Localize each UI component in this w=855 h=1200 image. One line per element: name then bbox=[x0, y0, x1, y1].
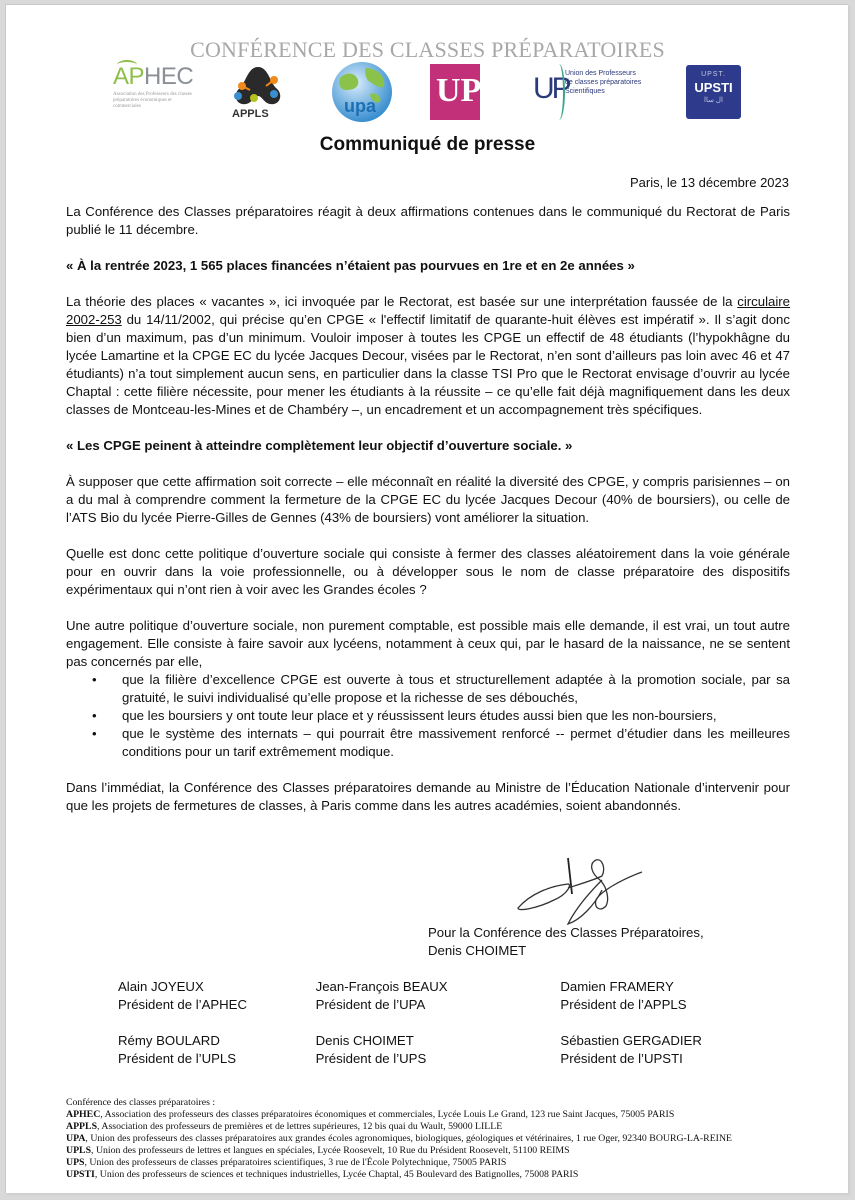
paragraph-5: Dans l’immédiat, la Conférence des Classes préparatoires demande au Ministre de l’Éducation Nationale d’intervenir pour que les projets de fermetures de classes, à Paris comme dans les autres académies, soient abandonnés. bbox=[66, 780, 790, 813]
president-entry: Jean-François BEAUX Président de l’UPA bbox=[315, 979, 448, 1012]
appls-molecule-icon bbox=[228, 64, 288, 108]
president-entry: Alain JOYEUX Président de l’APHEC bbox=[118, 979, 248, 1012]
footer-entry: UPA, Union des professeurs des classes préparatoires aux grandes écoles agronomiques, biologiques, géologiques et vétérinaires, 1 rue Oger, 92340 BOURG-LA-REINE bbox=[66, 1133, 732, 1144]
page-title: Communiqué de presse bbox=[319, 134, 536, 155]
president-entry: Sébastien GERGADIER Président de l’UPSTI bbox=[560, 1033, 702, 1066]
paragraph-4: Une autre politique d’ouverture sociale, non purement comptable, est possible mais elle demande, il est vrai, un tout autre engagement. Elle consiste à faire savoir aux lycéens, notamment à ceux qui, par le hasard de la naissance, ne se sentent pas concernés par elle, bbox=[66, 618, 790, 669]
footer-entry: APPLS, Association des professeurs de premières et de lettres supérieures, 12 bis quai du Wault, 59000 LILLE bbox=[66, 1121, 503, 1132]
circulaire-link[interactable]: circulaire 2002-253 bbox=[66, 294, 790, 327]
paragraph-3: Quelle est donc cette politique d’ouverture sociale qui consiste à fermer des classes aléatoirement dans la voie générale pour en ouvrir dans la voie professionnelle, ou à développer sous le nom de classe préparatoire des dispositifs expérimentaux qui n’ont rien à voir avec les Grandes écoles ? bbox=[66, 546, 790, 597]
quote-heading-1: « À la rentrée 2023, 1 565 places financées n’étaient pas pourvues en 1re et en 2e années » bbox=[66, 258, 635, 273]
president-entry: Denis CHOIMET Président de l’UPS bbox=[315, 1033, 427, 1066]
president-entry: Rémy BOULARD Président de l’UPLS bbox=[118, 1033, 237, 1066]
ups-swoosh-icon bbox=[553, 64, 565, 120]
aphec-subtitle: Association des Professeurs des classes préparatoires économiques et commerciales bbox=[113, 92, 192, 109]
upsti-logo: UPST. UPSTI ال ساا bbox=[686, 65, 741, 119]
paragraph-1: La théorie des places « vacantes », ici invoquée par le Rectorat, est basée sur une interprétation faussée de la circulaire 2002-253 du 14/11/2002, qui précise qu’en CPGE « l'effectif limitatif de quarante-huit élèves est impératif ». Il s’agit donc bien d’un maximum, pas d’un minimum. Vouloir imposer à toutes les CPGE un effectif de 48 étudiants (l’hypokhâgne du lycée Lamartine et la CPGE EC du lycée Jacques Decour, visées par le Rectorat, n’en sont d’ailleurs pas loin avec 46 et 47 étudiants) n’a tout simplement aucun sens, en particulier dans la classe TSI Pro que le Rectorat envisage d’ouvrir au lycée Chaptal : cette filière nécessite, pour mener les étudiants à la réussite – ce qu’elle fait déjà magnifiquement dans les deux classes de Montceau-les-Mines et de Chambéry –, un encadrement et un accompagnement très spécifiques. bbox=[66, 294, 790, 417]
globe-icon bbox=[330, 60, 394, 124]
aphec-arc-icon bbox=[117, 60, 137, 70]
document-date: Paris, le 13 décembre 2023 bbox=[630, 175, 789, 190]
svg-text:upa: upa bbox=[344, 96, 377, 116]
conference-title: CONFÉRENCE DES CLASSES PRÉPARATOIRES bbox=[190, 37, 665, 62]
upa-logo bbox=[330, 60, 394, 124]
appls-logo: APPLS bbox=[228, 64, 288, 120]
document-body bbox=[66, 203, 790, 833]
upls-logo: UPS bbox=[430, 64, 480, 120]
footer-entry: UPSTI, Union des professeurs de sciences et techniques industrielles, Lycée Chaptal, 45 Boulevard des Batignolles, 75008 PARIS bbox=[66, 1169, 579, 1180]
ups-logo: UP Union des Professeurs de classes préparatoires Scientifiques bbox=[533, 64, 653, 120]
intro-paragraph: La Conférence des Classes préparatoires réagit à deux affirmations contenues dans le communiqué du Rectorat de Paris publié le 11 décembre. bbox=[66, 204, 790, 237]
footer-entry: UPS, Union des professeurs de classes préparatoires scientifiques, 3 rue de l'École Polytechnique, 75005 PARIS bbox=[66, 1157, 507, 1168]
footer-associations: Conférence des classes préparatoires : APHEC, Association des professeurs des classes préparatoires économiques et commerciales, Lycée Louis Le Grand, 123 rue Saint Jacques, 75005 PARIS APPLS, Association des professeurs de premières et de lettres supérieures, 12 bis quai du Wault, 59000 LILLE UPA, Union des professeurs des classes préparatoires aux grandes écoles agronomiques, biologiques, géologiques et vétérinaires, 1 rue Oger, 92340 BOURG-LA-REINE UPLS, Union des professeurs de lettres et langues en spéciales, Lycée Roosevelt, 10 Rue du Président Roosevelt, 51100 REIMS UPS, Union des professeurs de classes préparatoires scientifiques, 3 rue de l'École Polytechnique, 75005 PARIS UPSTI, Union des professeurs de sciences et techniques industrielles, Lycée Chaptal, 45 Boulevard des Batignolles, 75008 PARIS bbox=[66, 1097, 836, 1181]
footer-entry: UPLS, Union des professeurs de lettres et langues en spéciales, Lycée Roosevelt, 10 Rue du Président Roosevelt, 51100 REIMS bbox=[66, 1145, 570, 1156]
list-item: • que la filière d’excellence CPGE est ouverte à tous et structurellement adaptée à la promotion sociale, par sa gratuité, le suivi individualisé qu’elle propose et la richesse de ses débouchés, bbox=[92, 671, 790, 707]
list-item: • que les boursiers y ont toute leur place et y réussissent leurs études aussi bien que les non-boursiers, bbox=[92, 707, 790, 725]
president-entry: Damien FRAMERY Président de l’APPLS bbox=[560, 979, 687, 1012]
footer-entry: APHEC, Association des professeurs des classes préparatoires économiques et commerciales, Lycée Louis Le Grand, 123 rue Saint Jacques, 75005 PARIS bbox=[66, 1109, 675, 1120]
list-item: • que le système des internats – qui pourrait être massivement renforcé -- permet d’étudier dans les meilleures conditions pour un tarif extrêmement modique. bbox=[92, 725, 790, 761]
presidents-grid bbox=[118, 978, 758, 1086]
quote-heading-2: « Les CPGE peinent à atteindre complètement leur objectif d’ouverture sociale. » bbox=[66, 438, 573, 453]
aphec-logo: APHEC Association des Professeurs des classes préparatoires économiques et commerciales bbox=[113, 64, 193, 120]
logo-strip bbox=[0, 62, 855, 122]
bullet-list bbox=[92, 671, 790, 761]
paragraph-2: À supposer que cette affirmation soit correcte – elle méconnaît en réalité la diversité des CPGE, y compris parisiennes – on a du mal à comprendre comment la fermeture de la CPGE EC du lycée Jacques Decour (40% de boursiers), ou celle de l’ATS Bio du lycée Pierre-Gilles de Gennes (43% de boursiers) vont améliorer la situation. bbox=[66, 474, 790, 525]
signature-block: Pour la Conférence des Classes Préparatoires, Denis CHOIMET bbox=[428, 925, 704, 958]
signature-icon bbox=[510, 850, 650, 930]
